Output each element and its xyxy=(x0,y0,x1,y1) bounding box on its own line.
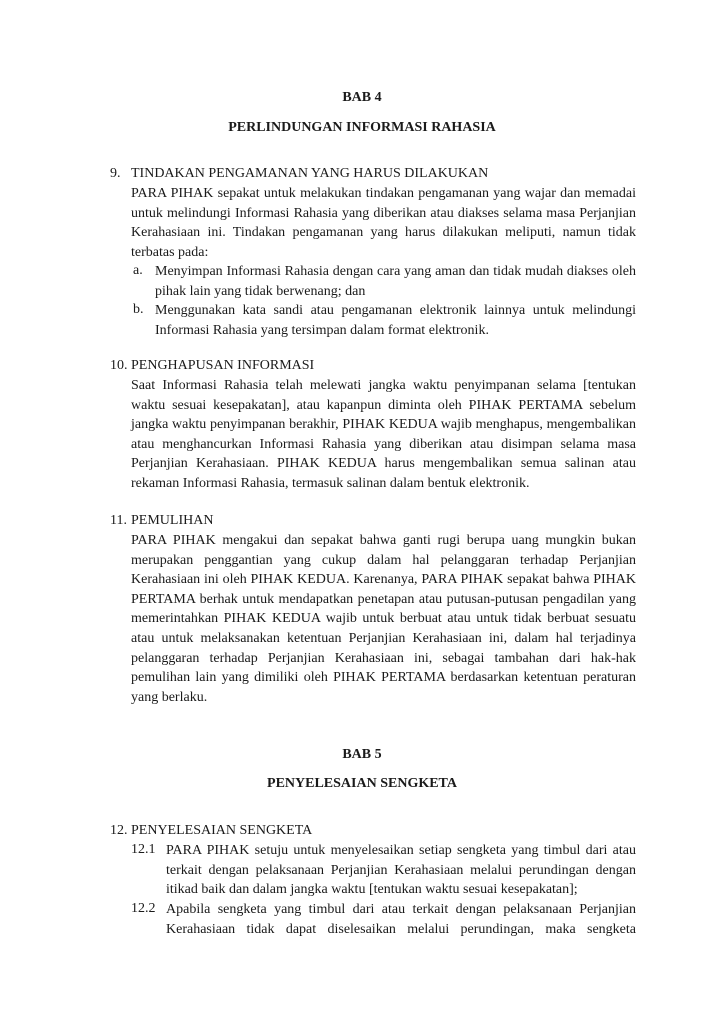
section-11-number: 11. xyxy=(110,513,127,528)
section-12-number: 12. xyxy=(110,823,128,838)
chapter-label-bab-5: BAB 5 xyxy=(342,747,382,762)
section-11-title: PEMULIHAN xyxy=(131,513,214,528)
section-10-title: PENGHAPUSAN INFORMASI xyxy=(131,358,315,373)
section-12-1-marker: 12.1 xyxy=(131,842,156,857)
section-10-body: Saat Informasi Rahasia telah melewati jangka waktu penyimpanan selama [tentukan waktu sesuai kesepakatan], atau kapanpun diminta oleh PIHAK PERTAMA sebelum jangka waktu penyimpanan berakhir, PIHAK KEDUA wajib menghapus, mengembalikan atau menghancurkan Informasi Rahasia yang diberikan atau disimpan selama masa Perjanjian Kerahasiaan. PIHAK KEDUA harus mengembalikan semua salinan atau rekaman Informasi Rahasia, termasuk salinan dalam bentuk elektronik. xyxy=(131,378,636,491)
section-11-body: PARA PIHAK mengakui dan sepakat bahwa ganti rugi berupa uang mungkin bukan merupakan penggantian yang cukup dalam hal pelanggaran terhadap Perjanjian Kerahasiaan ini oleh PIHAK KEDUA. Karenanya, PARA PIHAK sepakat bahwa PIHAK PERTAMA berhak untuk mendapatkan penetapan atau putusan-putusan pengadilan yang memerintahkan PIHAK KEDUA wajib untuk berbuat atau untuk tidak berbuat sesuatu atau untuk melaksanakan ketentuan Perjanjian Kerahasiaan ini, dalam hal terjadinya pelanggaran terhadap Perjanjian Kerahasiaan ini, sebagai tambahan dari hak-hak pemulihan lain yang dimiliki oleh PIHAK PERTAMA berdasarkan ketentuan peraturan yang berlaku. xyxy=(131,533,636,705)
chapter-label-bab-4: BAB 4 xyxy=(342,90,382,105)
section-9-item-b-marker: b. xyxy=(133,302,144,317)
section-9-item-a-marker: a. xyxy=(133,263,143,278)
section-9-title: TINDAKAN PENGAMANAN YANG HARUS DILAKUKAN xyxy=(131,166,489,181)
section-9-item-b-text: Menggunakan kata sandi atau pengamanan elektronik lainnya untuk melindungi Informasi Rahasia yang tersimpan dalam format elektronik. xyxy=(155,303,636,338)
section-10-number: 10. xyxy=(110,358,128,373)
chapter-title-bab-4: PERLINDUNGAN INFORMASI RAHASIA xyxy=(228,120,496,135)
section-12-1-text: PARA PIHAK setuju untuk menyelesaikan setiap sengketa yang timbul dari atau terkait dengan pelaksanaan Perjanjian Kerahasiaan melalui perundingan dengan itikad baik dan dalam jangka waktu [tentukan waktu sesuai kesepakatan]; xyxy=(166,843,636,898)
section-12-title: PENYELESAIAN SENGKETA xyxy=(131,823,313,838)
section-9-body: PARA PIHAK sepakat untuk melakukan tindakan pengamanan yang wajar dan memadai untuk melindungi Informasi Rahasia yang diberikan atau diakses selama masa Perjanjian Kerahasiaan ini. Tindakan pengamanan yang harus dilakukan meliputi, namun tidak terbatas pada: xyxy=(131,186,636,260)
section-9-number: 9. xyxy=(110,166,121,181)
chapter-title-bab-5: PENYELESAIAN SENGKETA xyxy=(267,776,457,791)
section-12-2-text: Apabila sengketa yang timbul dari atau terkait dengan pelaksanaan Perjanjian Kerahasiaan tidak dapat diselesaikan melalui perundingan, maka sengketa xyxy=(166,902,636,937)
section-9-item-a-text: Menyimpan Informasi Rahasia dengan cara yang aman dan tidak mudah diakses oleh pihak lain yang tidak berwenang; dan xyxy=(155,264,636,299)
section-12-2-marker: 12.2 xyxy=(131,901,156,916)
